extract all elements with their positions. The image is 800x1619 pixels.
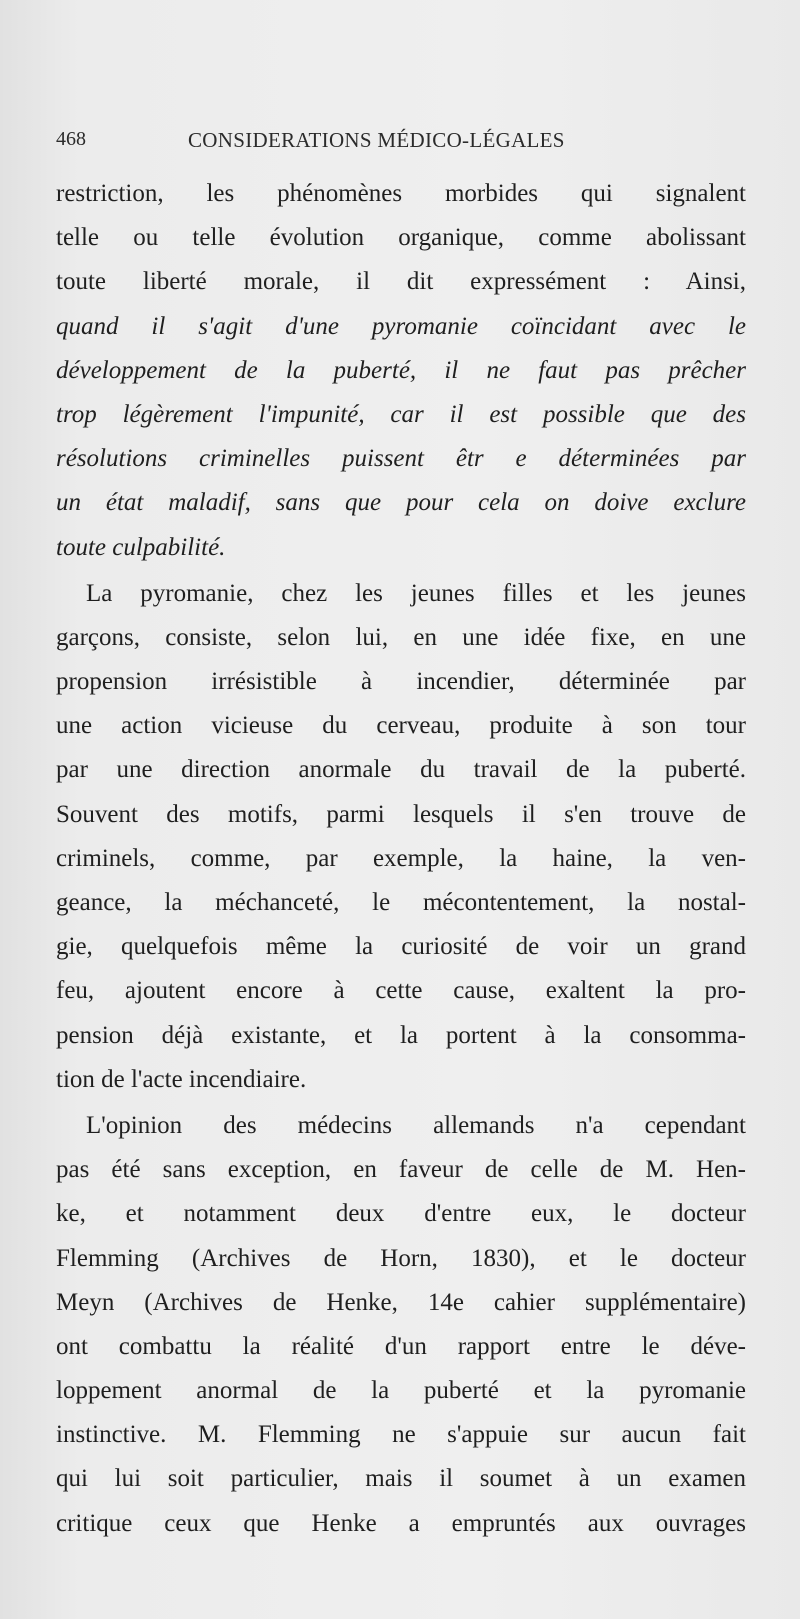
text-line: garçons, consiste, selon lui, en une idée fixe, en une xyxy=(56,623,746,651)
text-line: Souvent des motifs, parmi lesquels il s'en trouve de xyxy=(56,800,746,828)
text-line: feu, ajoutent encore à cette cause, exaltent la pro- xyxy=(56,977,746,1005)
running-head: CONSIDERATIONS MÉDICO-LÉGALES xyxy=(188,128,565,152)
text-line: geance, la méchanceté, le mécontentement, la nostal- xyxy=(56,889,746,916)
text-line: La pyromanie, chez les jeunes filles et les jeunes xyxy=(86,579,746,607)
text-line: trop légèrement l'impunité, car il est possible que des xyxy=(56,400,746,428)
text-line: gie, quelquefois même la curiosité de voir un grand xyxy=(56,933,746,961)
text-line: tion de l'acte incendiaire. xyxy=(56,1065,307,1093)
text-line: Flemming (Archives de Horn, 1830), et le docteur xyxy=(56,1244,746,1272)
page-number: 468 xyxy=(56,128,86,150)
page-header xyxy=(56,128,746,158)
text-line: L'opinion des médecins allemands n'a cependant xyxy=(86,1111,746,1139)
text-line: pas été sans exception, en faveur de celle de M. Hen- xyxy=(56,1156,746,1184)
text-line: une action vicieuse du cerveau, produite à son tour xyxy=(56,712,746,740)
body-text xyxy=(56,172,746,1546)
text-line: toute culpabilité. xyxy=(56,533,226,561)
text-line: développement de la puberté, il ne faut pas prêcher xyxy=(56,356,746,384)
text-line: ont combattu la réalité d'un rapport entre le déve- xyxy=(56,1332,746,1360)
text-line: telle ou telle évolution organique, comme abolissant xyxy=(56,224,746,252)
text-line: quand il s'agit d'une pyromanie coïncidant avec le xyxy=(56,312,746,340)
text-line: instinctive. M. Flemming ne s'appuie sur aucun fait xyxy=(56,1421,746,1449)
text-line: critique ceux que Henke a empruntés aux ouvrages xyxy=(56,1509,746,1537)
text-line: criminels, comme, par exemple, la haine, la ven- xyxy=(56,844,746,872)
text-line: résolutions criminelles puissent êtr e déterminées par xyxy=(56,445,746,473)
text-line: restriction, les phénomènes morbides qui signalent xyxy=(56,180,746,207)
text-line: loppement anormal de la puberté et la pyromanie xyxy=(56,1377,746,1405)
text-line: propension irrésistible à incendier, déterminée par xyxy=(56,668,746,696)
text-line: par une direction anormale du travail de la puberté. xyxy=(56,756,746,784)
text-line: qui lui soit particulier, mais il soumet à un examen xyxy=(56,1465,746,1493)
text-line: un état maladif, sans que pour cela on doive exclure xyxy=(56,489,746,517)
text-line: pension déjà existante, et la portent à la consomma- xyxy=(56,1021,746,1049)
text-line: ke, et notamment deux d'entre eux, le docteur xyxy=(56,1200,746,1228)
text-line: Meyn (Archives de Henke, 14e cahier supplémentaire) xyxy=(56,1288,746,1316)
text-line: toute liberté morale, il dit expressément : Ainsi, xyxy=(56,268,746,296)
